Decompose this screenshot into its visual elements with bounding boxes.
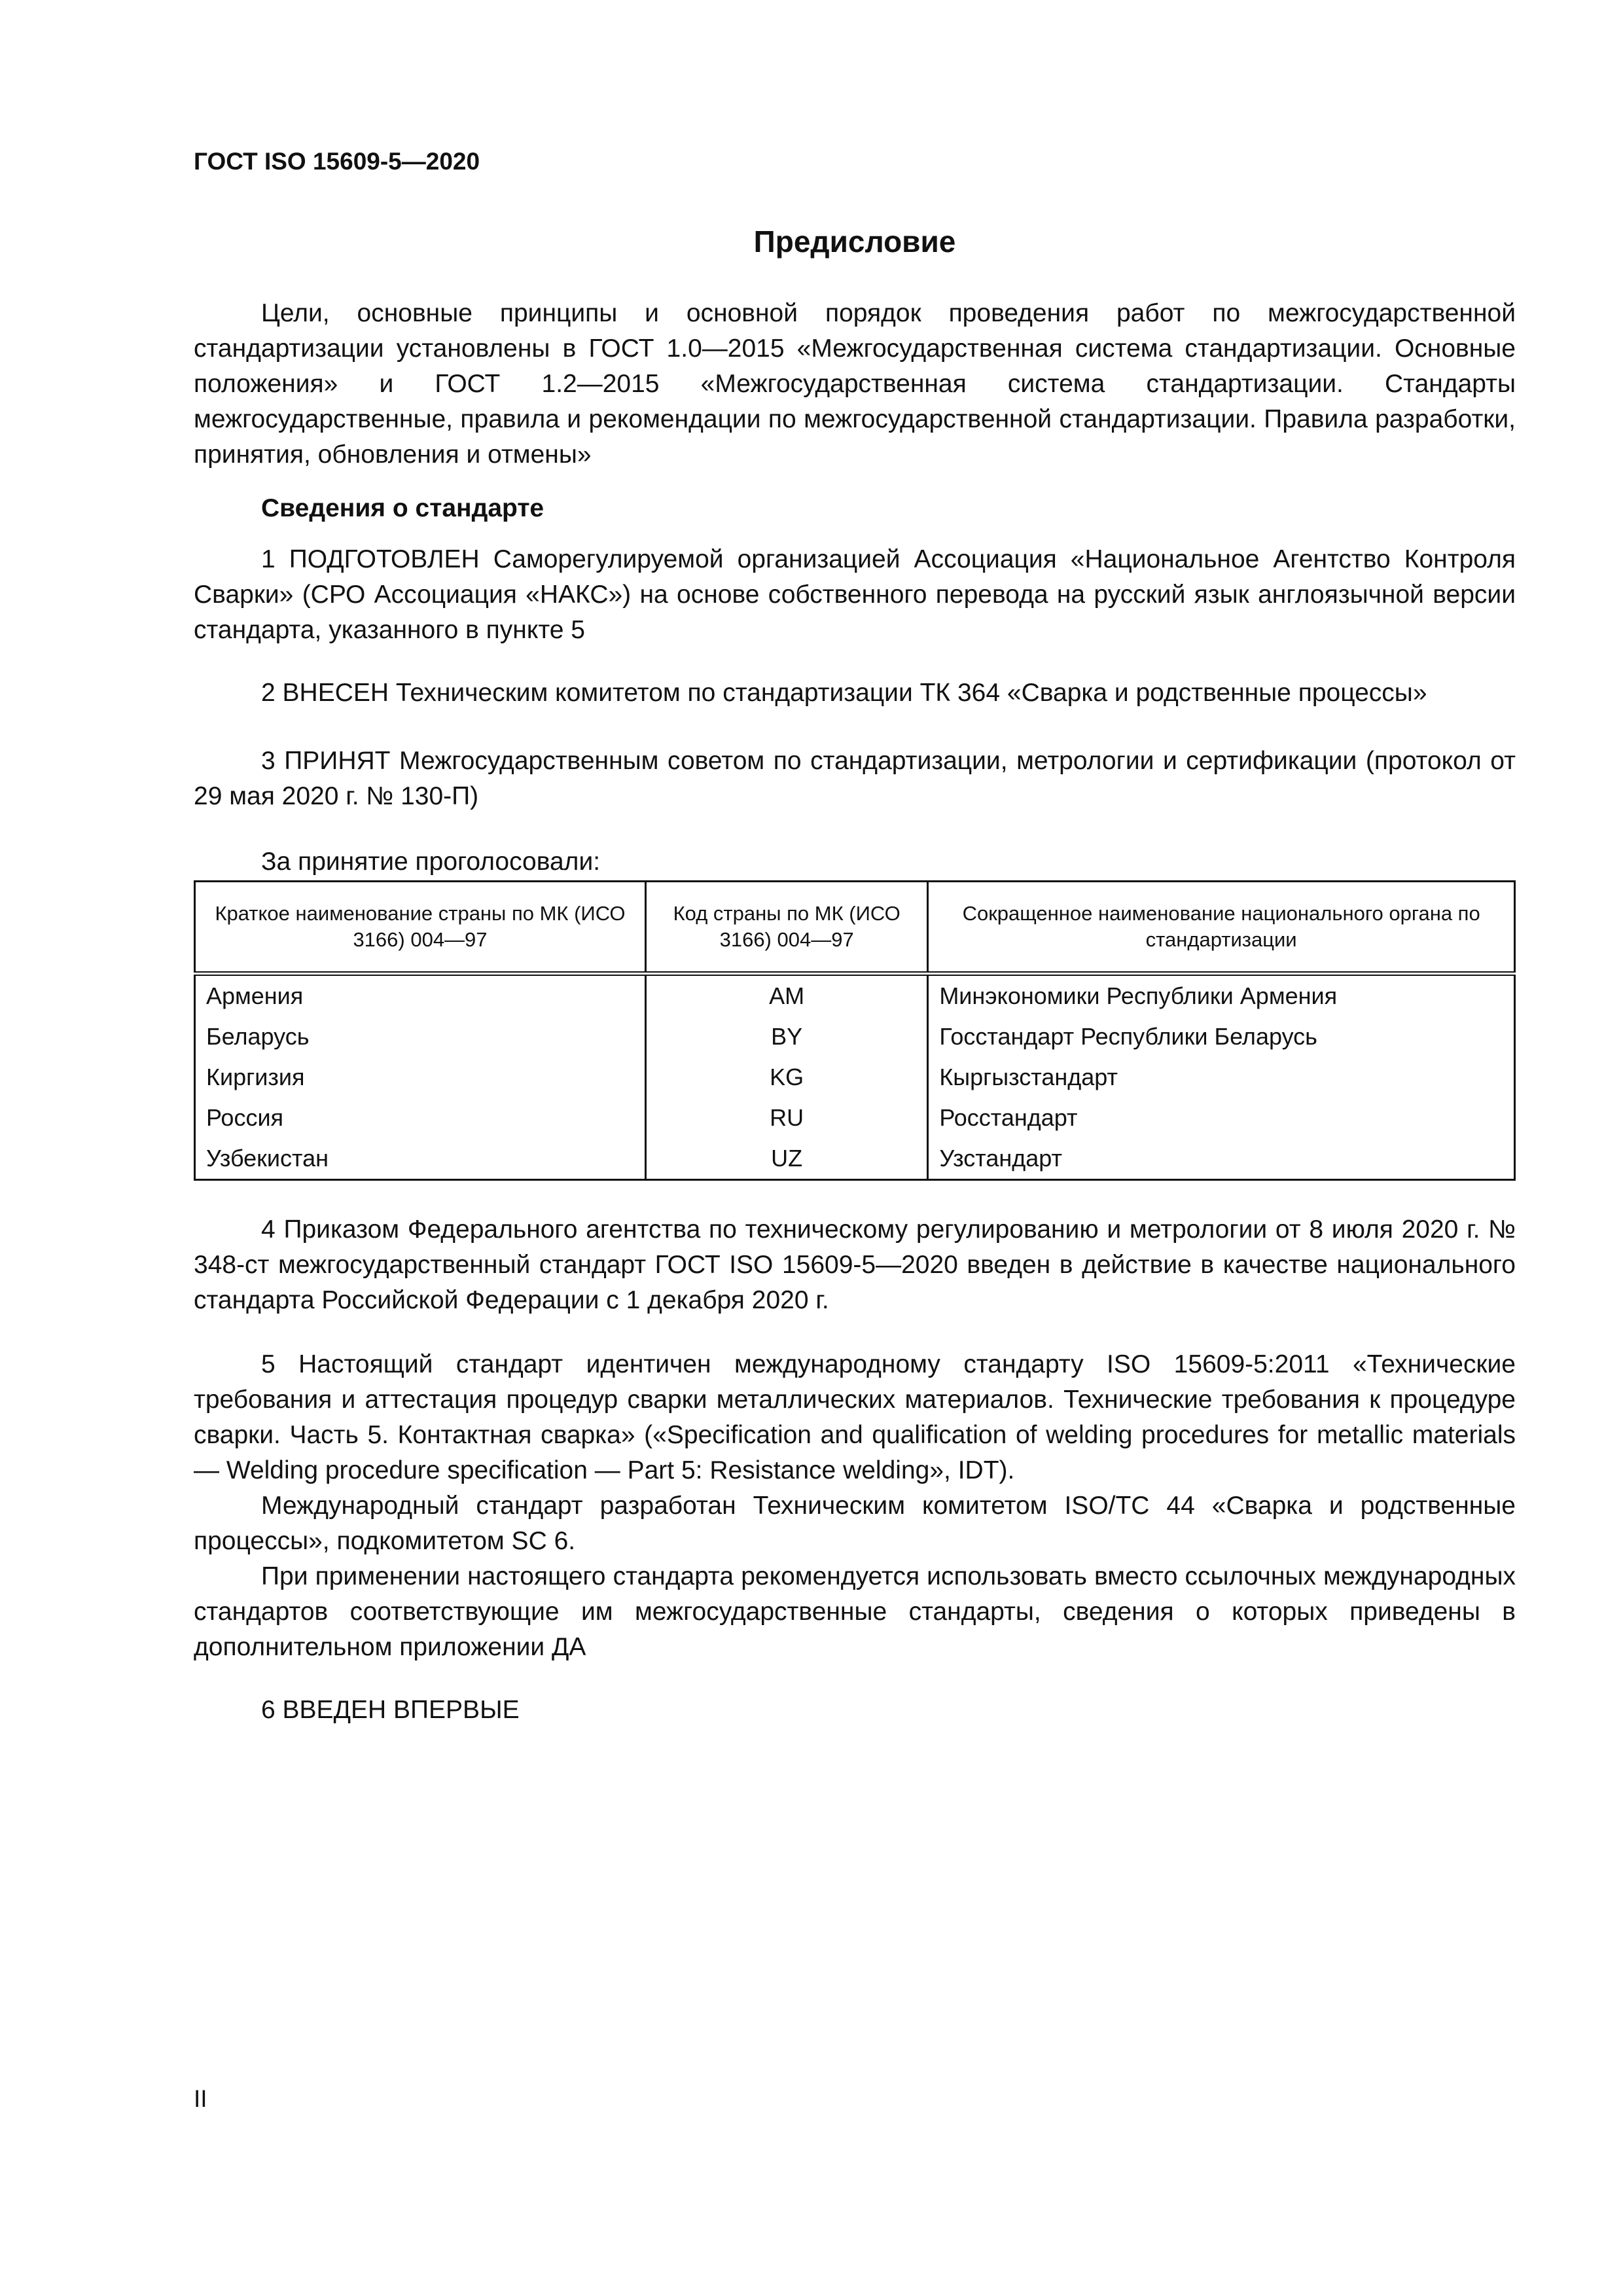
item-5-note-paragraph: При применении настоящего стандарта рекомендуется использовать вместо ссылочных международных стандартов соответствующие им межгосударственные стандарты, сведения о которых приведены в дополнительном приложении ДА	[194, 1562, 1516, 1661]
page-number: II	[194, 2085, 207, 2112]
standards-body: Узстандарт	[928, 1138, 1515, 1180]
standards-body: Госстандарт Республики Беларусь	[928, 1016, 1515, 1057]
country-name: Киргизия	[195, 1057, 646, 1098]
document-code: ГОСТ ISO 15609-5—2020	[194, 148, 480, 175]
item-2-paragraph: 2 ВНЕСЕН Техническим комитетом по стандартизации ТК 364 «Сварка и родственные процессы»	[261, 679, 1427, 707]
country-code: KG	[645, 1057, 927, 1098]
vote-label: За принятие проголосовали:	[261, 848, 601, 876]
country-name: Беларусь	[195, 1016, 646, 1057]
header-standards-body: Сокращенное наименование национального органа по стандартизации	[928, 882, 1515, 974]
item-6-paragraph: 6 ВВЕДЕН ВПЕРВЫЕ	[261, 1696, 520, 1724]
intro-paragraph: Цели, основные принципы и основной порядок проведения работ по межгосударственной стандартизации установлены в ГОСТ 1.0—2015 «Межгосударственная система стандартизации. Основные положения» и ГОСТ 1.2—2015 «Межгосударственная система стандартизации. Стандарты межгосударственные, правила и рекомендации по межгосударственной стандартизации. Правила разработки, принятия, обновления и отмены»	[194, 299, 1516, 469]
table-row	[195, 1138, 1515, 1180]
item-5-tc-paragraph: Международный стандарт разработан Техническим комитетом ISO/TC 44 «Сварка и родственные процессы», подкомитетом SC 6.	[194, 1492, 1516, 1555]
country-name: Россия	[195, 1098, 646, 1138]
header-country-code: Код страны по МК (ИСО 3166) 004—97	[645, 882, 927, 974]
table-row	[195, 1057, 1515, 1098]
page-title: Предисловие	[753, 224, 956, 259]
table-header-row	[195, 882, 1515, 974]
country-code: UZ	[645, 1138, 927, 1180]
item-3-paragraph: 3 ПРИНЯТ Межгосударственным советом по стандартизации, метрологии и сертификации (протокол от 29 мая 2020 г. № 130-П)	[194, 747, 1516, 810]
country-code: BY	[645, 1016, 927, 1057]
table-row	[195, 1016, 1515, 1057]
header-country-name: Краткое наименование страны по МК (ИСО 3166) 004—97	[195, 882, 646, 974]
voting-table	[194, 880, 1516, 1181]
standards-body: Росстандарт	[928, 1098, 1515, 1138]
standards-body: Минэкономики Республики Армения	[928, 974, 1515, 1017]
table-row	[195, 1098, 1515, 1138]
table-row	[195, 974, 1515, 1017]
item-1-paragraph: 1 ПОДГОТОВЛЕН Саморегулируемой организацией Ассоциация «Национальное Агентство Контроля Сварки» (СРО Ассоциация «НАКС») на основе собственного перевода на русский язык англоязычной версии стандарта, указанного в пункте 5	[194, 545, 1516, 644]
country-code: AM	[645, 974, 927, 1017]
standards-body: Кыргызстандарт	[928, 1057, 1515, 1098]
country-code: RU	[645, 1098, 927, 1138]
item-4-paragraph: 4 Приказом Федерального агентства по техническому регулированию и метрологии от 8 июля 2020 г. № 348-ст межгосударственный стандарт ГОСТ ISO 15609-5—2020 введен в действие в качестве национального стандарта Российской Федерации с 1 декабря 2020 г.	[194, 1215, 1516, 1314]
item-5-paragraph: 5 Настоящий стандарт идентичен международному стандарту ISO 15609-5:2011 «Технические требования и аттестация процедур сварки металлических материалов. Технические требования к процедуре сварки. Часть 5. Контактная сварка» («Specification and qualification of welding procedures for metallic materials — Welding procedure specification — Part 5: Resistance welding», IDT).	[194, 1350, 1516, 1484]
country-name: Узбекистан	[195, 1138, 646, 1180]
section-heading: Сведения о стандарте	[261, 494, 544, 522]
country-name: Армения	[195, 974, 646, 1017]
